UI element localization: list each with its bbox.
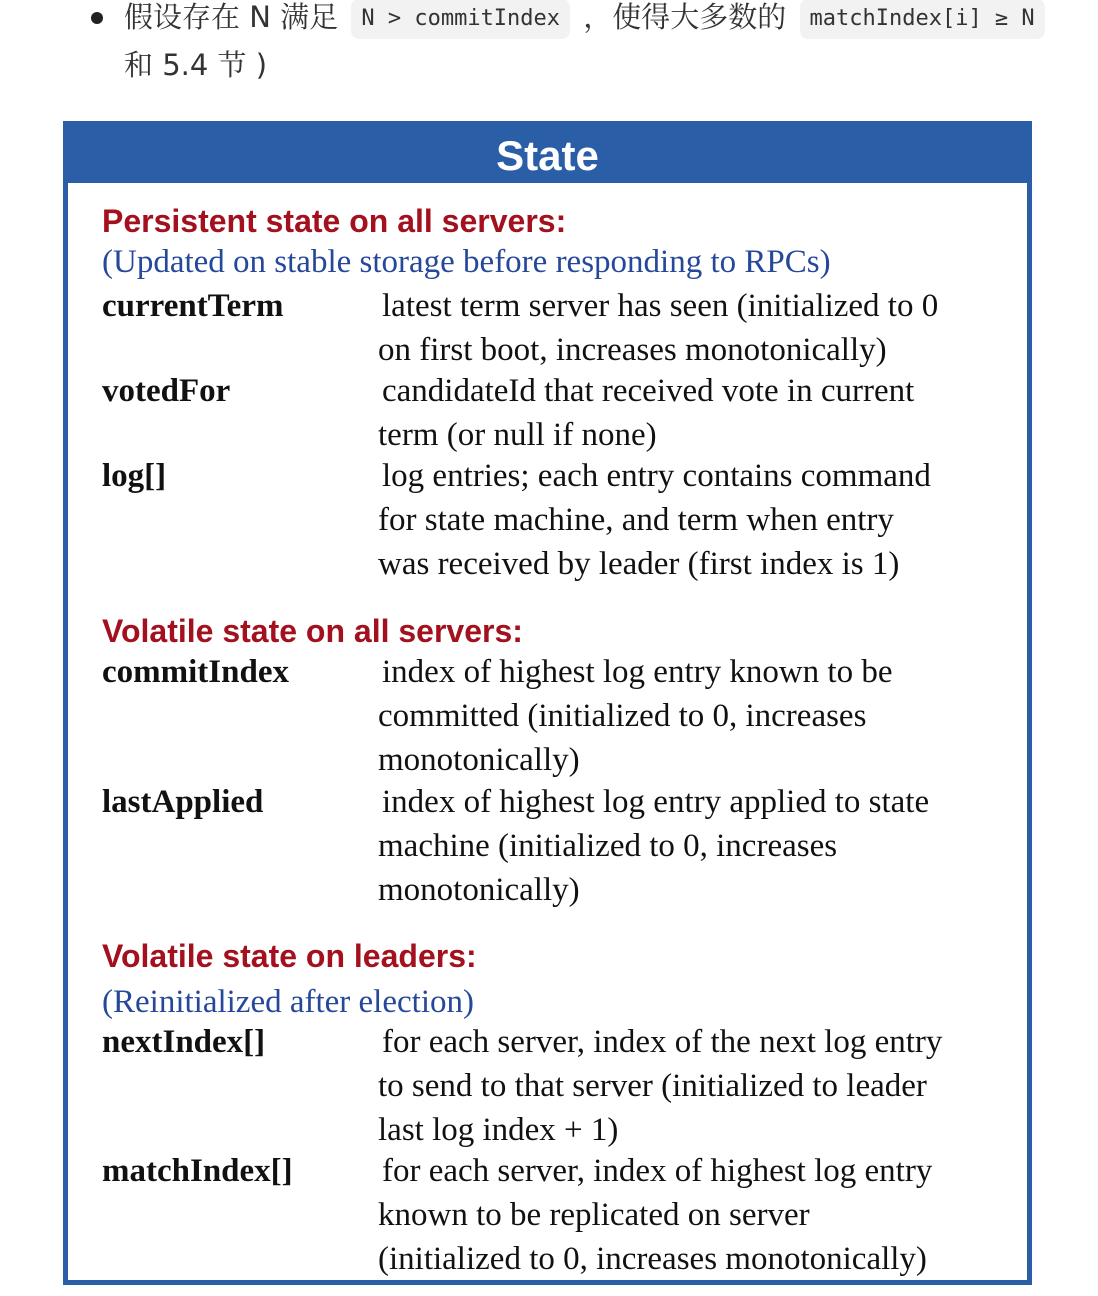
- field-desc-commitindex: [378, 652, 893, 784]
- state-title: State: [68, 126, 1027, 183]
- desc-line: for state machine, and term when entry: [378, 502, 894, 538]
- desc-line: was received by leader (first index is 1): [378, 546, 900, 582]
- section-title-volatile-all: Volatile state on all servers:: [102, 613, 523, 649]
- desc-line: log entries; each entry contains command: [382, 458, 931, 494]
- bullet-middle: ，使得大多数的: [583, 0, 787, 34]
- inline-code-match-condition: matchIndex[i] ≥ N: [800, 0, 1045, 39]
- field-desc-log: [378, 456, 931, 588]
- bullet-text-line-1: [124, 0, 1049, 40]
- list-bullet: [91, 12, 103, 24]
- field-name-lastapplied: lastApplied: [102, 784, 264, 820]
- section-title-persistent: Persistent state on all servers:: [102, 203, 567, 239]
- desc-line: index of highest log entry applied to state: [382, 784, 930, 820]
- inline-code-commit-condition: N > commitIndex: [351, 0, 570, 39]
- desc-line: term (or null if none): [378, 417, 657, 453]
- section-subtitle-leaders: (Reinitialized after election): [102, 984, 474, 1020]
- desc-line: candidateId that received vote in current: [382, 373, 915, 409]
- field-desc-nextindex: [378, 1022, 942, 1154]
- desc-line: latest term server has seen (initialized to 0: [382, 288, 939, 324]
- field-desc-lastapplied: [378, 782, 929, 914]
- desc-line: monotonically): [378, 742, 580, 778]
- section-title-volatile-leaders: Volatile state on leaders:: [102, 938, 477, 974]
- field-name-commitindex: commitIndex: [102, 654, 289, 690]
- field-name-votedfor: votedFor: [102, 373, 231, 409]
- field-name-log: log[]: [102, 458, 167, 494]
- field-name-currentterm: currentTerm: [102, 288, 284, 324]
- bullet-prefix: 假设存在 N 满足: [124, 0, 339, 34]
- field-desc-matchindex: [378, 1151, 932, 1283]
- desc-line: to send to that server (initialized to leader: [378, 1068, 927, 1104]
- desc-line: known to be replicated on server: [378, 1197, 810, 1233]
- section-subtitle-persistent: (Updated on stable storage before responding to RPCs): [102, 244, 831, 280]
- field-desc-votedfor: [378, 371, 914, 459]
- field-name-nextindex: nextIndex[]: [102, 1024, 266, 1060]
- bullet-text-line-2: 和 5.4 节 ): [124, 48, 268, 82]
- desc-line: for each server, index of highest log entry: [382, 1153, 933, 1189]
- desc-line: index of highest log entry known to be: [382, 654, 893, 690]
- field-desc-currentterm: [378, 286, 938, 374]
- field-name-matchindex: matchIndex[]: [102, 1153, 293, 1189]
- desc-line: machine (initialized to 0, increases: [378, 828, 838, 864]
- desc-line: last log index + 1): [378, 1112, 619, 1148]
- desc-line: monotonically): [378, 872, 580, 908]
- desc-line: (initialized to 0, increases monotonically): [378, 1241, 927, 1277]
- desc-line: committed (initialized to 0, increases: [378, 698, 867, 734]
- state-figure: [63, 121, 1032, 1285]
- desc-line: on first boot, increases monotonically): [378, 332, 887, 368]
- desc-line: for each server, index of the next log entry: [382, 1024, 943, 1060]
